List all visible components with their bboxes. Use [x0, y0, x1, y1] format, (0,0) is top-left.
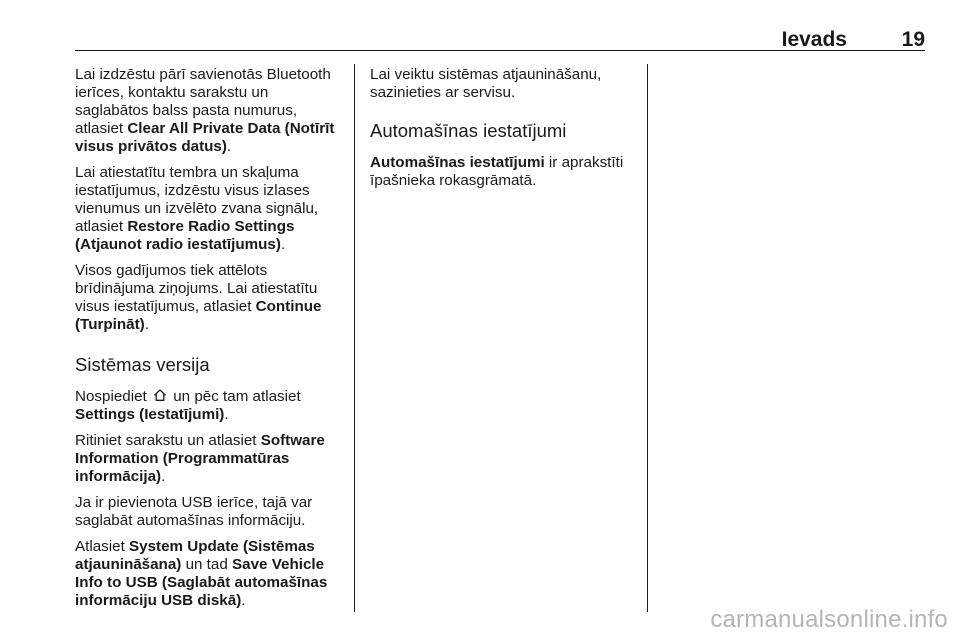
section-title: Ievads [781, 28, 847, 51]
menu-label-system-update: System Update (Sistēmas atjaunināšana) [75, 538, 315, 573]
paragraph-press-home: Nospiediet un pēc tam atlasiet Settings (Iestatījumi). [75, 388, 301, 423]
paragraph-vehicle-settings: Automašīnas iestatījumi ir aprakstīti īpašnieka rokasgrāmatā. [370, 154, 624, 189]
menu-label-continue: Continue (Turpināt) [75, 298, 322, 333]
header-rule [75, 50, 925, 51]
column-divider-2 [647, 64, 648, 612]
term-vehicle-settings: Automašīnas iestatījumi [370, 154, 545, 171]
menu-label-settings: Settings (Iestatījumi) [75, 406, 225, 423]
middle-column [370, 66, 638, 198]
left-column [75, 66, 343, 618]
heading-system-version: Sistēmas versija [75, 354, 210, 375]
menu-label-save-vehicle-info: Save Vehicle Info to USB (Saglabāt automašīnas informāciju USB diskā) [75, 556, 328, 609]
page-number: 19 [901, 28, 925, 51]
paragraph-system-update: Atlasiet System Update (Sistēmas atjaunināšana) un tad Save Vehicle Info to USB (Saglabāt automašīnas informāciju USB diskā). [75, 538, 328, 609]
paragraph-warning: Visos gadījumos tiek attēlots brīdinājuma ziņojums. Lai atiestatītu visus iestatījumus, atlasiet Continue (Turpināt). [75, 262, 322, 333]
paragraph-service: Lai veiktu sistēmas atjaunināšanu, sazinieties ar servisu. [370, 66, 602, 101]
paragraph-clear-data: Lai izdzēstu pārī savienotās Bluetooth ierīces, kontaktu sarakstu un saglabātos balss pasta numurus, atlasiet Clear All Private Data (Notīrīt visus privātos datus). [75, 66, 335, 155]
page-header [75, 28, 925, 50]
menu-label-clear-data: Clear All Private Data (Notīrīt visus privātos datus) [75, 120, 335, 155]
paragraph-software-info: Ritiniet sarakstu un atlasiet Software Information (Programmatūras informācija). [75, 432, 325, 485]
menu-label-software-info: Software Information (Programmatūras informācija) [75, 432, 325, 485]
menu-label-restore-radio: Restore Radio Settings (Atjaunot radio iestatījumus) [75, 218, 295, 253]
watermark: carmanualsonline.info [710, 606, 948, 633]
paragraph-usb: Ja ir pievienota USB ierīce, tajā var saglabāt automašīnas informāciju. [75, 494, 313, 529]
home-icon [153, 388, 167, 402]
paragraph-restore-radio: Lai atiestatītu tembra un skaļuma iestatījumus, izdzēstu visus izlases vienumus un izvēlēto zvana signālu, atlasiet Restore Radio Settings (Atjaunot radio iestatījumus). [75, 164, 319, 253]
heading-vehicle-settings: Automašīnas iestatījumi [370, 120, 567, 141]
column-divider-1 [354, 64, 355, 612]
